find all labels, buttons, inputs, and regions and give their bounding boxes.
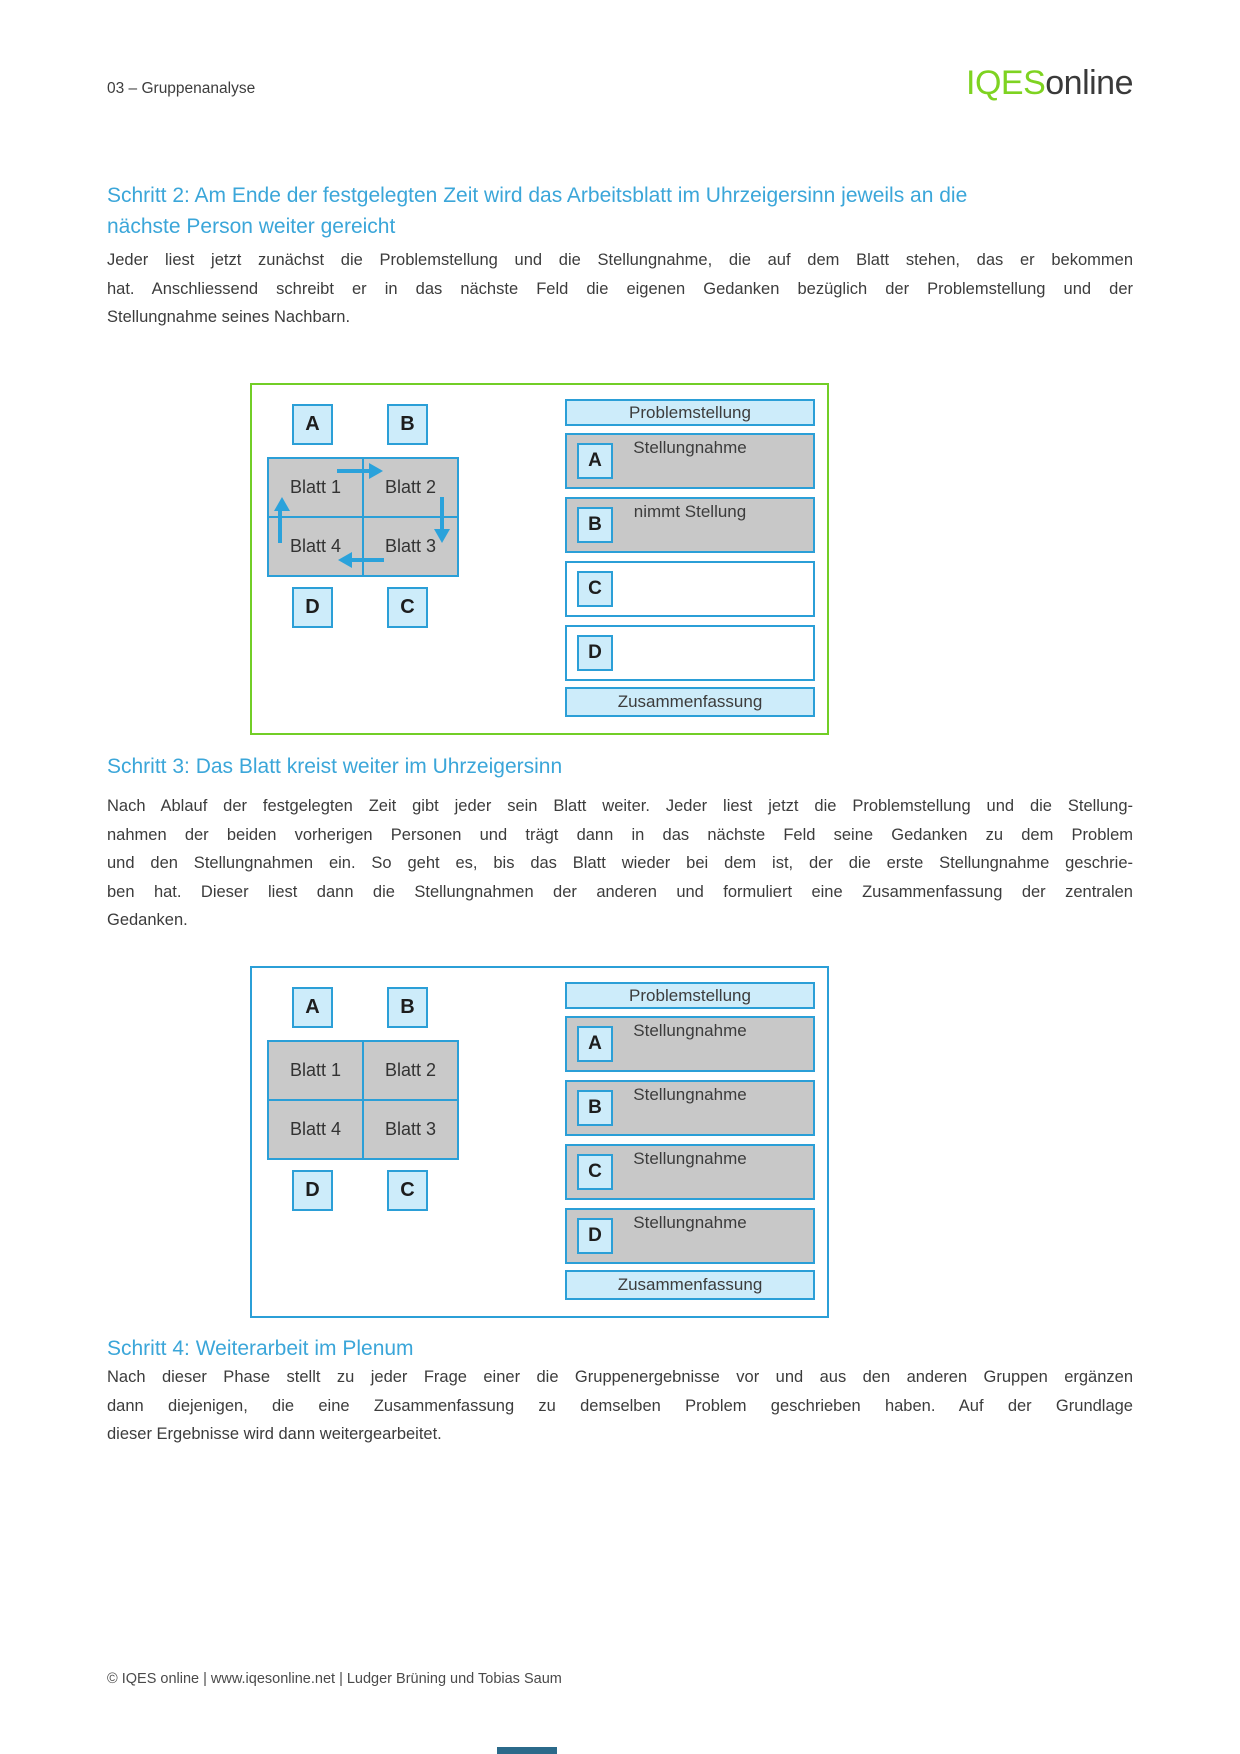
person-square-c [387,1170,428,1211]
heading-schritt-3: Schritt 3: Das Blatt kreist weiter im Uhrzeigersinn [107,755,563,778]
arrow-up-line [278,511,282,543]
diagram-rotation-step2 [250,383,829,735]
worksheet-column [565,385,815,733]
logo-iqes-text: IQES [966,64,1046,102]
paragraph-line: hat. Anschliessend schreibt er in das nächste Feld die eigenen Gedanken bezüglich der Problemstellung und der [107,279,1133,298]
person-square-b [387,987,428,1028]
arrow-right-icon [369,463,383,479]
blatt-cell-3: Blatt 3 [364,1101,457,1158]
row-letter-a: A [577,443,613,479]
problemstellung-box: Problemstellung [565,982,815,1009]
paragraph-line: und den Stellungnahmen ein. So geht es, bis das Blatt wieder bei dem ist, der die erste Stellungnahme geschrie- [107,854,1133,872]
person-square-a [292,987,333,1028]
row-letter-b: B [577,1090,613,1126]
stellungnahme-row-c [565,561,815,617]
arrow-left-icon [338,552,352,568]
person-square-d [292,1170,333,1211]
arrow-down-icon [434,529,450,543]
row-text: Stellungnahme [633,1213,747,1232]
paragraph-line: Nach Ablauf der festgelegten Zeit gibt jeder sein Blatt weiter. Jeder liest jetzt die Problemstellung und die Stellung- [107,797,1133,815]
page-footer-credits: © IQES online | www.iqesonline.net | Ludger Brüning und Tobias Saum [107,1671,562,1687]
blatt-cell-4: Blatt 4 [269,1101,362,1158]
problemstellung-box: Problemstellung [565,399,815,426]
diagram-rotation-step3 [250,966,829,1318]
zusammenfassung-box: Zusammenfassung [565,1270,815,1300]
heading-schritt-4: Schritt 4: Weiterarbeit im Plenum [107,1337,414,1360]
stellungnahme-row-b [565,1080,815,1136]
heading-schritt-2-line1: Schritt 2: Am Ende der festgelegten Zeit wird das Arbeitsblatt im Uhrzeigersinn jeweils an die [107,184,968,207]
document-title: 03 – Gruppenanalyse [107,80,256,97]
paragraph-schritt-4 [107,1363,1133,1449]
arrow-left-line [352,558,384,562]
row-text: Stellungnahme [633,438,747,457]
row-letter-b: B [577,507,613,543]
stellungnahme-row-d [565,625,815,681]
arrow-down-line [440,497,444,529]
person-letter: B [400,996,415,1018]
zusammenfassung-box: Zusammenfassung [565,687,815,717]
heading-schritt-2 [107,180,1133,242]
person-letter: C [400,1179,415,1201]
row-text: Stellungnahme [633,1085,747,1104]
row-letter-d: D [577,635,613,671]
heading-schritt-2-line2: nächste Person weiter gereicht [107,215,396,238]
arrow-right-line [337,469,369,473]
paragraph-schritt-3 [107,792,1133,935]
row-letter-c: C [577,571,613,607]
row-letter-a: A [577,1026,613,1062]
row-letter-c: C [577,1154,613,1190]
logo-online-text: online [1045,64,1133,102]
bottom-page-marker [497,1747,557,1754]
paragraph-schritt-2 [107,246,1133,332]
paragraph-line: ben hat. Dieser liest dann die Stellungnahmen der anderen und formuliert eine Zusammenfassung der zentralen [107,882,1133,901]
person-letter: A [305,413,320,435]
stellungnahme-row-a [565,1016,815,1072]
row-text: Stellungnahme [633,1149,747,1168]
paragraph-line: Stellungnahme seines Nachbarn. [107,308,351,326]
person-square-a [292,404,333,445]
person-letter: A [305,996,320,1018]
blatt-grid [267,1040,459,1160]
paragraph-line: dann diejenigen, die eine Zusammenfassung zu demselben Problem geschrieben haben. Auf der Grundlage [107,1396,1133,1415]
paragraph-line: Nach dieser Phase stellt zu jeder Frage einer die Gruppenergebnisse vor und aus den anderen Gruppen ergänzen [107,1368,1133,1386]
paragraph-line: Jeder liest jetzt zunächst die Problemstellung und die Stellungnahme, die auf dem Blatt stehen, das er bekommen [107,251,1133,269]
stellungnahme-row-c [565,1144,815,1200]
person-square-c [387,587,428,628]
stellungnahme-row-a [565,433,815,489]
blatt-cell-4: Blatt 4 [269,518,362,575]
blatt-cell-2: Blatt 2 [364,459,457,516]
row-text: nimmt Stellung [633,502,747,521]
person-letter: C [400,596,415,618]
person-square-b [387,404,428,445]
paragraph-line: dieser Ergebnisse wird dann weitergearbeitet. [107,1425,442,1443]
row-text: Stellungnahme [633,1021,747,1040]
person-square-d [292,587,333,628]
arrow-up-icon [274,497,290,511]
row-letter-d: D [577,1218,613,1254]
blatt-cell-1: Blatt 1 [269,459,362,516]
person-letter: D [305,1179,320,1201]
iqes-online-logo [966,64,1133,103]
paragraph-line: nahmen der beiden vorherigen Personen und trägt dann in das nächste Feld seine Gedanken zu dem Problem [107,825,1133,844]
stellungnahme-row-b [565,497,815,553]
stellungnahme-row-d [565,1208,815,1264]
person-letter: D [305,596,320,618]
blatt-cell-3: Blatt 3 [364,518,457,575]
worksheet-column [565,968,815,1316]
blatt-cell-2: Blatt 2 [364,1042,457,1099]
blatt-cell-1: Blatt 1 [269,1042,362,1099]
person-letter: B [400,413,415,435]
paragraph-line: Gedanken. [107,911,188,929]
